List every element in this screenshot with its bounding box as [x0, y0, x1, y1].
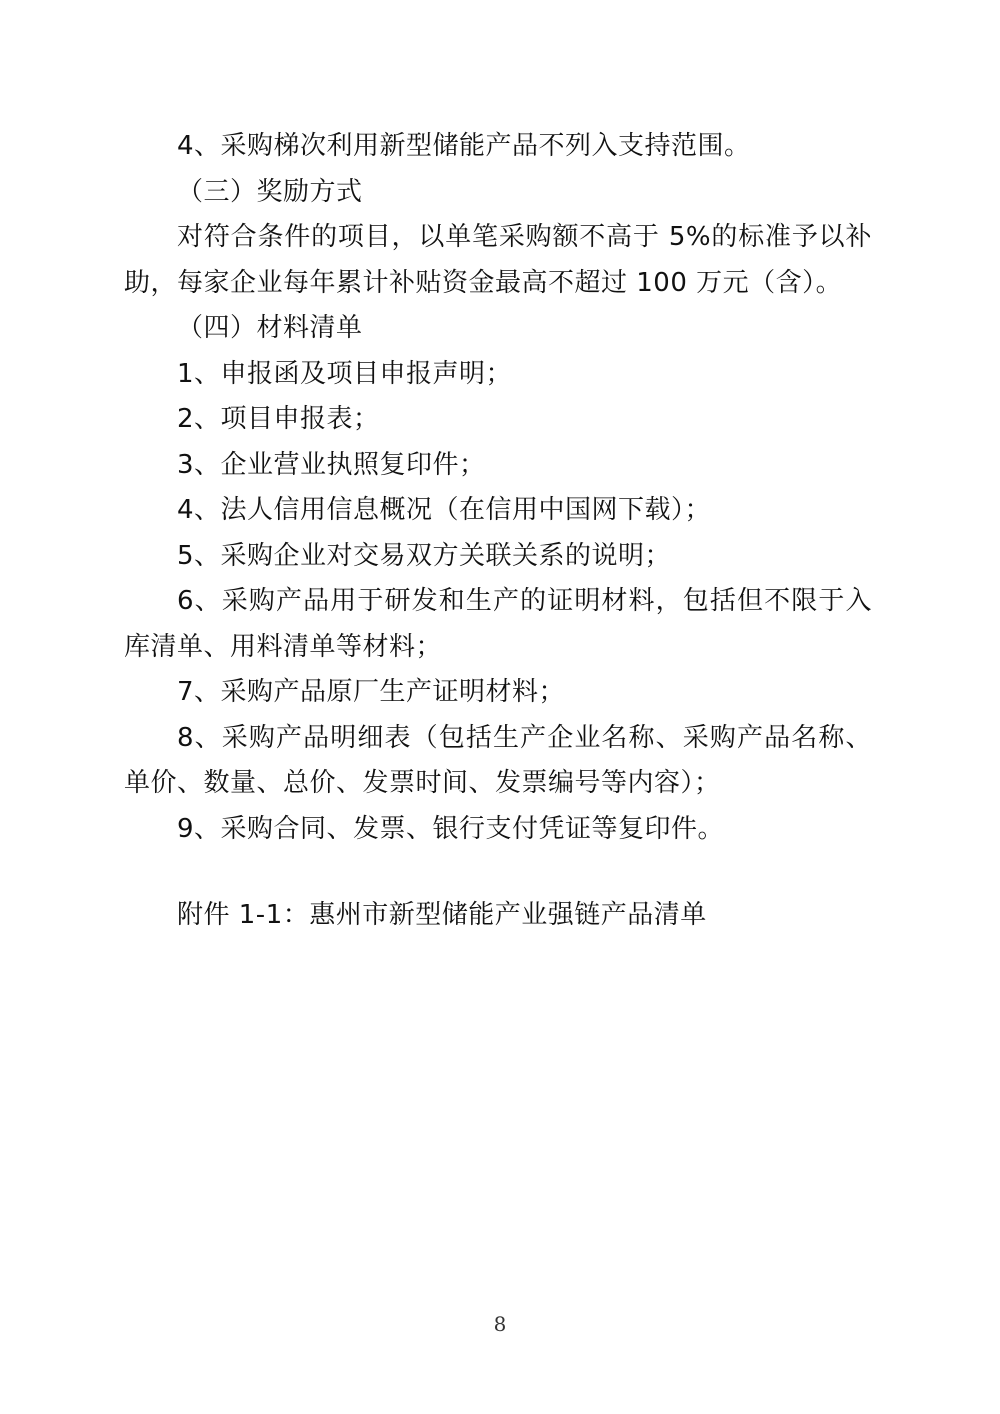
- list-item-9: 9、采购合同、发票、银行支付凭证等复印件。: [177, 813, 725, 844]
- list-item-1: 1、申报函及项目申报声明；: [177, 358, 513, 389]
- list-item-6: 6、采购产品用于研发和生产的证明材料，包括但不限于入库清单、用料清单等材料；: [124, 586, 872, 662]
- paragraph-item-4-exclusion: 4、采购梯次利用新型储能产品不列入支持范围。: [177, 131, 751, 161]
- page-number: 8: [493, 1312, 507, 1336]
- list-item-5: 5、采购企业对交易双方关联关系的说明；: [177, 540, 672, 571]
- list-item-3: 3、企业营业执照复印件；: [177, 449, 486, 480]
- paragraph-reward-terms: 对符合条件的项目，以单笔采购额不高于 5%的标准予以补助，每家企业每年累计补贴资金最高不超过 100 万元（含）。: [124, 222, 872, 298]
- section-heading-material-list: （四）材料清单: [177, 313, 363, 343]
- list-item-8: 8、采购产品明细表（包括生产企业名称、采购产品名称、单价、数量、总价、发票时间、发票编号等内容）；: [124, 722, 872, 798]
- document-body: [124, 124, 872, 852]
- list-item-4: 4、法人信用信息概况（在信用中国网下载）；: [177, 495, 712, 525]
- list-item-2: 2、项目申报表；: [177, 404, 380, 434]
- list-item-7: 7、采购产品原厂生产证明材料；: [177, 677, 566, 707]
- section-heading-reward-method: （三）奖励方式: [177, 176, 363, 207]
- attachment-reference: 附件 1-1：惠州市新型储能产业强链产品清单: [177, 900, 707, 930]
